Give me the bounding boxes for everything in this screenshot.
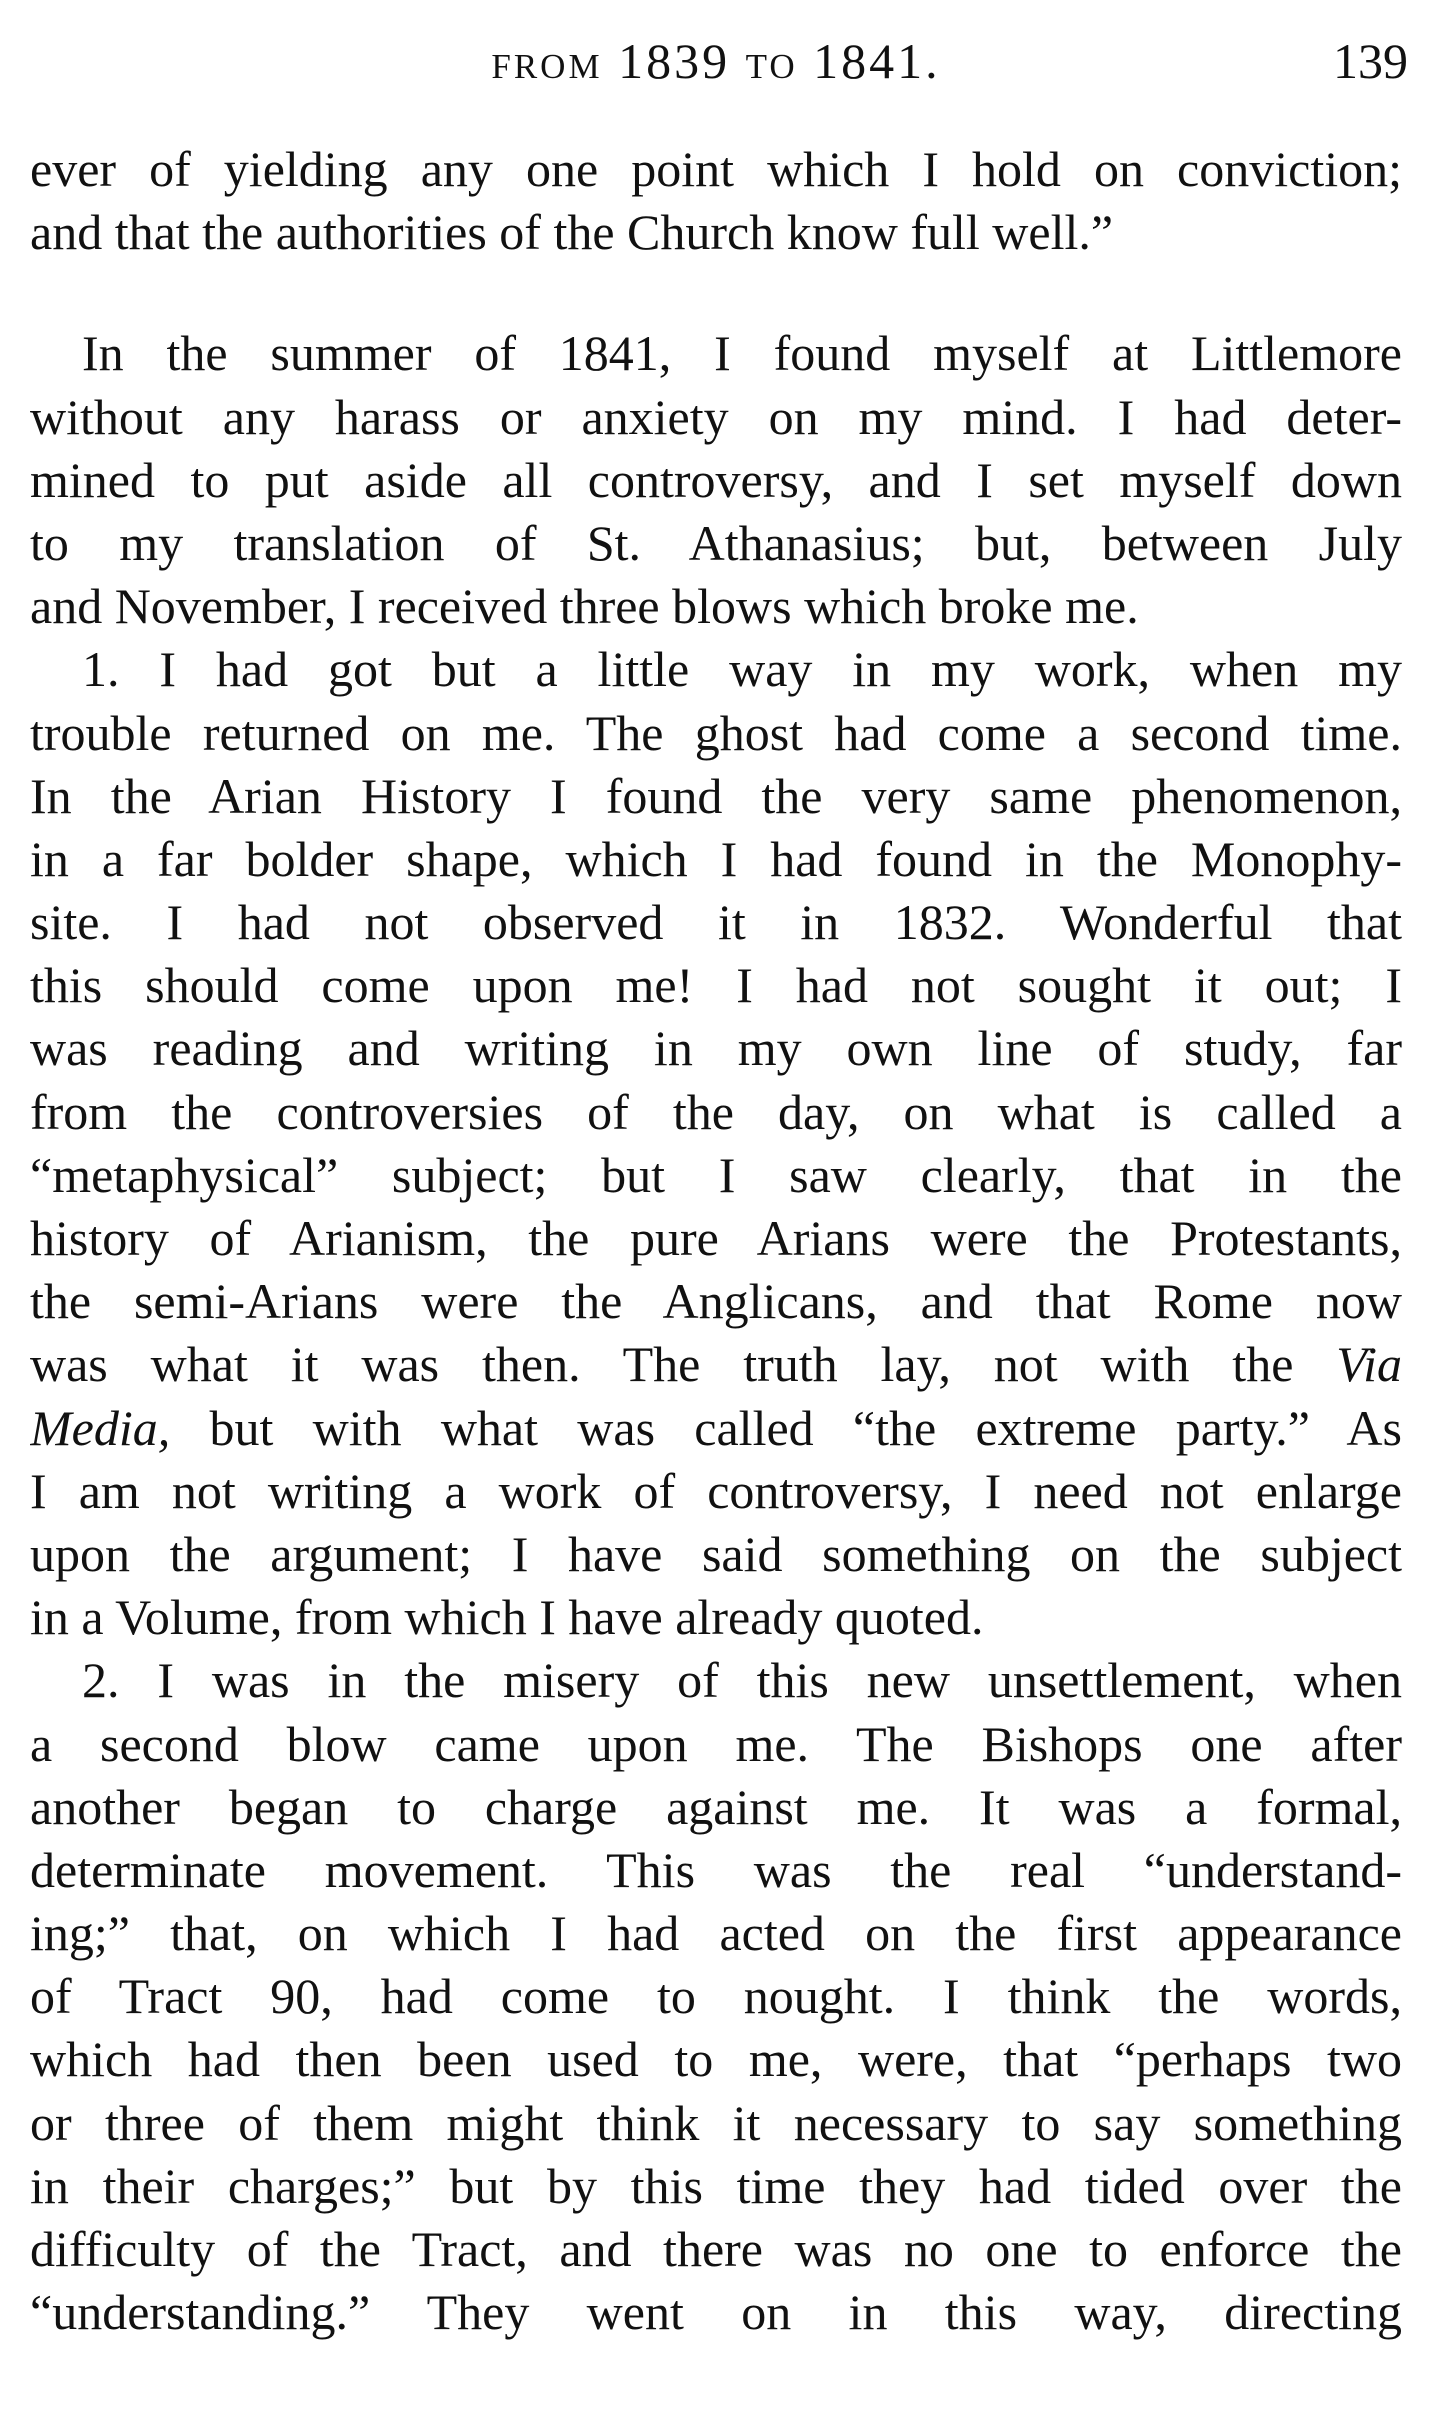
text-line: [30, 1397, 1402, 1460]
body-text: [30, 138, 1402, 2344]
text-line: “metaphysical” subject; but I saw clearly, that in the: [30, 1146, 1402, 1203]
text-line: upon the argument; I have said something on the subject: [30, 1525, 1402, 1582]
text-line: difficulty of the Tract, and there was no one to enforce the: [30, 2221, 1402, 2277]
text-line: a second blow came upon me. The Bishops one after: [30, 1715, 1402, 1772]
text-line: in their charges;” but by this time they had tided over the: [30, 2157, 1402, 2214]
text-line: this should come upon me! I had not sought it out; I: [30, 957, 1402, 1014]
text-line: and that the authorities of the Church know full well.”: [30, 204, 1114, 261]
text-line: [30, 1333, 1402, 1396]
text-line: the semi-Arians were the Anglicans, and that Rome now: [30, 1273, 1402, 1330]
italic-phrase: Via: [1336, 1336, 1402, 1393]
paragraph-gap: [30, 264, 1402, 322]
text-line: in a far bolder shape, which I had found in the Monophy-: [30, 830, 1402, 887]
text-line: ing;” that, on which I had acted on the first appearance: [30, 1905, 1402, 1962]
text-line: from the controversies of the day, on what is called a: [30, 1083, 1402, 1140]
running-title: [30, 32, 1402, 90]
text-line: history of Arianism, the pure Arians were the Protestants,: [30, 1210, 1402, 1266]
text-line: “understanding.” They went on in this way, directing: [30, 2284, 1402, 2341]
italic-phrase: Media,: [30, 1399, 171, 1456]
text-line: determinate movement. This was the real “understand-: [30, 1841, 1402, 1898]
text-line: to my translation of St. Athanasius; but, between July: [30, 514, 1402, 571]
text-line: I am not writing a work of controversy, I need not enlarge: [30, 1462, 1402, 1519]
text-line: 2. I was in the misery of this new unsettlement, when: [82, 1652, 1402, 1709]
header-to: to: [745, 33, 798, 89]
text-line: In the summer of 1841, I found myself at Littlemore: [82, 325, 1402, 382]
text-line: and November, I received three blows which broke me.: [30, 578, 1139, 635]
text-line: site. I had not observed it in 1832. Wonderful that: [30, 894, 1402, 951]
text-line: in a Volume, from which I have already quoted.: [30, 1589, 984, 1646]
text-line: was reading and writing in my own line of study, far: [30, 1020, 1402, 1077]
text-segment: was what it was then. The truth lay, not with the: [30, 1336, 1294, 1393]
text-line: of Tract 90, had come to nought. I think the words,: [30, 1968, 1402, 2025]
text-line: or three of them might think it necessary to say something: [30, 2094, 1402, 2151]
text-line: trouble returned on me. The ghost had come a second time.: [30, 704, 1402, 761]
text-line: In the Arian History I found the very same phenomenon,: [30, 767, 1402, 824]
text-line: which had then been used to me, were, that “perhaps two: [30, 2031, 1402, 2088]
text-line: mined to put aside all controversy, and I set myself down: [30, 451, 1402, 508]
header-year-end: 1841.: [813, 33, 941, 89]
text-line: 1. I had got but a little way in my work, when my: [82, 641, 1402, 698]
page-number: 139: [1333, 33, 1408, 89]
running-head: [30, 32, 1408, 92]
text-line: ever of yielding any one point which I hold on conviction;: [30, 141, 1402, 197]
text-line: without any harass or anxiety on my mind. I had deter-: [30, 388, 1402, 445]
text-line: another began to charge against me. It was a formal,: [30, 1778, 1402, 1835]
text-segment: but with what was called “the extreme party.” As: [209, 1399, 1402, 1456]
header-from: from: [491, 33, 603, 89]
header-year-start: 1839: [618, 33, 731, 89]
